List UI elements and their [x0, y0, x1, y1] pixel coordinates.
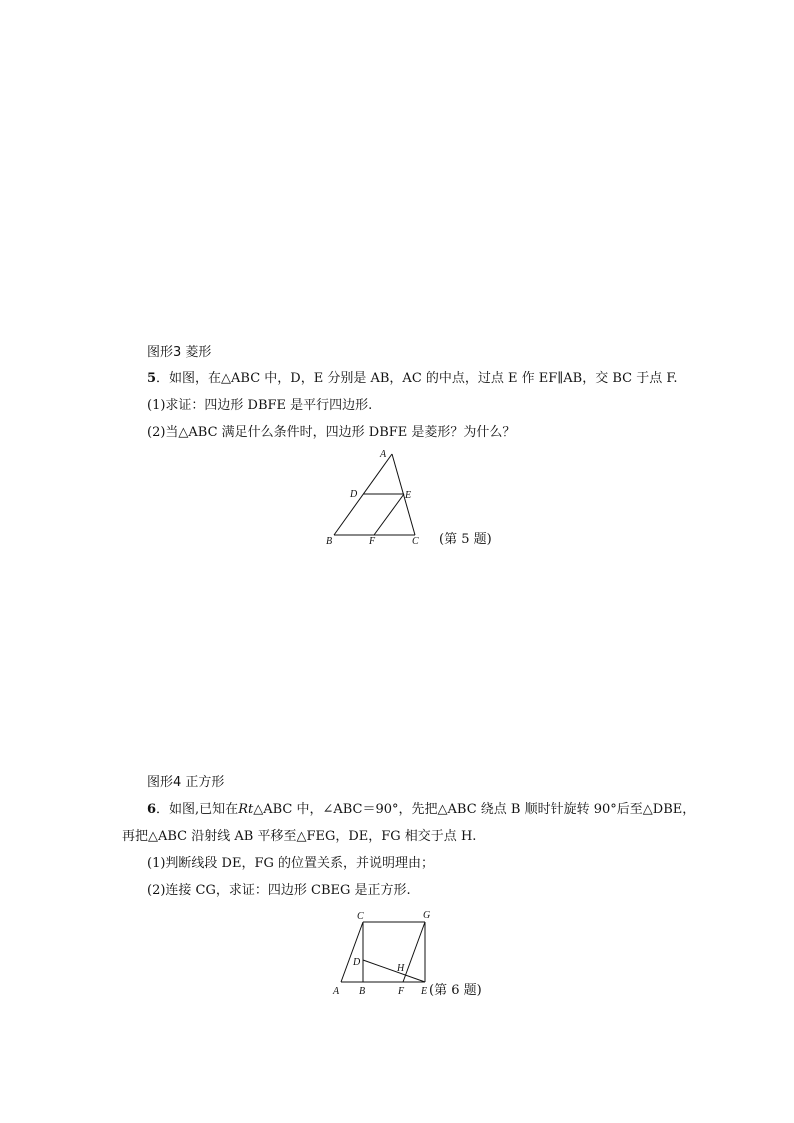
- question-5-part-1: (1)求证：四边形 DBFE 是平行四边形.: [147, 398, 373, 413]
- question-6-figure: [328, 904, 438, 1000]
- label-b: B: [359, 986, 366, 997]
- question-5-stem: [147, 370, 678, 388]
- question-5-text: ．如图，在△ABC 中，D，E 分别是 AB，AC 的中点，过点 E 作 EF∥AB，交 BC 于点 F.: [156, 371, 678, 386]
- segment-ac: [341, 922, 363, 982]
- label-d: D: [350, 489, 358, 500]
- label-c: C: [357, 911, 364, 922]
- figure-5-caption: (第 5 题): [439, 532, 492, 547]
- label-h: H: [397, 963, 405, 974]
- label-e: E: [405, 490, 412, 501]
- segment-de: [363, 960, 425, 982]
- question-6-text-b: △ABC 中，∠ABC＝90°，先把△ABC 绕点 B 顺时针旋转 90°后至△DBE，: [253, 802, 696, 817]
- question-6-part-2: (2)连接 CG，求证：四边形 CBEG 是正方形.: [147, 883, 411, 898]
- label-a: A: [333, 986, 340, 997]
- label-c: C: [412, 536, 419, 547]
- segment-fg: [403, 922, 425, 982]
- figure-6-caption: (第 6 题): [429, 983, 482, 998]
- section-heading-square: 图形4 正方形: [147, 775, 225, 790]
- question-6-stem-line-2: 再把△ABC 沿射线 AB 平移至△FEG，DE，FG 相交于点 H.: [122, 829, 477, 844]
- segment-ef: [374, 494, 404, 535]
- question-5-number: 5: [147, 371, 157, 386]
- label-b: B: [326, 536, 333, 547]
- question-6-part-1: (1)判断线段 DE，FG 的位置关系，并说明理由；: [147, 856, 434, 871]
- question-6-text-a: ．如图,已知在: [156, 802, 239, 817]
- label-f: F: [369, 536, 376, 547]
- question-6-stem-line-1: [147, 801, 695, 819]
- question-5-part-2: (2)当△ABC 满足什么条件时，四边形 DBFE 是菱形？为什么？: [147, 425, 516, 440]
- label-a: A: [380, 449, 387, 460]
- label-e: E: [421, 986, 428, 997]
- question-6-number: 6: [147, 802, 157, 817]
- section-heading-rhombus: 图形3 菱形: [147, 345, 212, 360]
- label-f: F: [398, 986, 405, 997]
- question-5-figure: [322, 448, 428, 548]
- label-g: G: [423, 910, 431, 921]
- label-d: D: [353, 957, 361, 968]
- question-6-rt: Rt: [238, 802, 254, 817]
